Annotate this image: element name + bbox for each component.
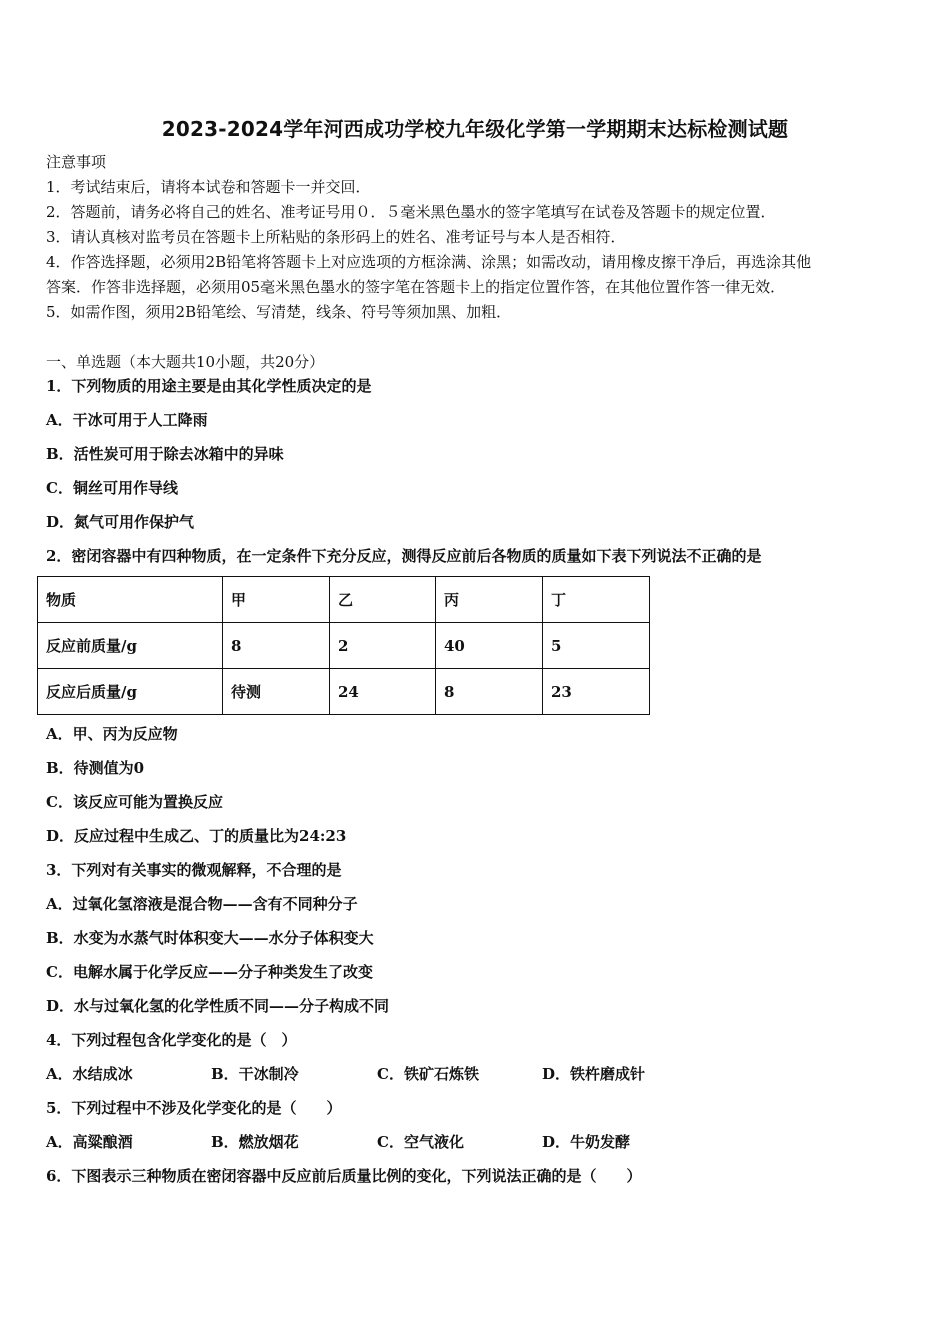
q1-option-c: C．铜丝可用作导线 bbox=[46, 479, 178, 497]
q2-option-d: D．反应过程中生成乙、丁的质量比为24:23 bbox=[46, 827, 347, 845]
table-cell: 23 bbox=[543, 669, 650, 715]
q5-option-d: D．牛奶发酵 bbox=[542, 1133, 631, 1151]
q3-option-c: C．电解水属于化学反应——分子种类发生了改变 bbox=[46, 963, 373, 981]
table-cell: 5 bbox=[543, 623, 650, 669]
q4-option-d: D．铁杵磨成针 bbox=[542, 1065, 646, 1083]
q3-stem: 3．下列对有关事实的微观解释，不合理的是 bbox=[46, 861, 342, 879]
notice-item-2: 2．答题前，请务必将自己的姓名、准考证号用０．５毫米黑色墨水的签字笔填写在试卷及答题卡的规定位置． bbox=[46, 203, 776, 221]
q1-stem: 1．下列物质的用途主要是由其化学性质决定的是 bbox=[46, 377, 372, 395]
q5-option-a: A．高粱酿酒 bbox=[46, 1133, 133, 1151]
q3-option-b: B．水变为水蒸气时体积变大——水分子体积变大 bbox=[46, 929, 374, 947]
q4-option-c: C．铁矿石炼铁 bbox=[377, 1065, 479, 1083]
q4-option-b: B．干冰制冷 bbox=[211, 1065, 299, 1083]
table-header-cell: 乙 bbox=[330, 577, 436, 623]
table-row bbox=[38, 623, 650, 669]
table-header-cell: 物质 bbox=[38, 577, 223, 623]
q2-mass-table bbox=[37, 576, 650, 715]
q1-option-a: A．干冰可用于人工降雨 bbox=[46, 411, 208, 429]
q5-option-c: C．空气液化 bbox=[377, 1133, 464, 1151]
q1-option-d: D．氮气可用作保护气 bbox=[46, 513, 195, 531]
q3-option-a: A．过氧化氢溶液是混合物——含有不同种分子 bbox=[46, 895, 358, 913]
table-cell: 2 bbox=[330, 623, 436, 669]
table-row bbox=[38, 669, 650, 715]
notice-item-4: 4．作答选择题，必须用2B铅笔将答题卡上对应选项的方框涂满、涂黑；如需改动，请用橡皮擦干净后，再选涂其他 bbox=[46, 253, 812, 271]
q4-stem: 4．下列过程包含化学变化的是（ ） bbox=[46, 1031, 297, 1049]
q1-option-b: B．活性炭可用于除去冰箱中的异味 bbox=[46, 445, 284, 463]
q2-option-c: C．该反应可能为置换反应 bbox=[46, 793, 223, 811]
notice-item-1: 1．考试结束后，请将本试卷和答题卡一并交回． bbox=[46, 178, 371, 196]
exam-title: 2023-2024学年河西成功学校九年级化学第一学期期末达标检测试题 bbox=[161, 117, 789, 141]
table-cell: 待测 bbox=[223, 669, 330, 715]
table-cell: 8 bbox=[436, 669, 543, 715]
table-header-cell: 甲 bbox=[223, 577, 330, 623]
table-cell: 40 bbox=[436, 623, 543, 669]
notice-item-3: 3．请认真核对监考员在答题卡上所粘贴的条形码上的姓名、准考证号与本人是否相符． bbox=[46, 228, 626, 246]
notice-item-4-continued: 答案．作答非选择题，必须用05毫米黑色墨水的签字笔在答题卡上的指定位置作答，在其他位置作答一律无效． bbox=[46, 278, 786, 296]
q2-stem: 2．密闭容器中有四种物质，在一定条件下充分反应，测得反应前后各物质的质量如下表下列说法不正确的是 bbox=[46, 547, 762, 565]
notice-item-5: 5．如需作图，须用2B铅笔绘、写清楚，线条、符号等须加黑、加粗． bbox=[46, 303, 512, 321]
table-cell: 反应后质量/g bbox=[38, 669, 223, 715]
section-heading: 一、单选题（本大题共10小题，共20分） bbox=[46, 353, 325, 371]
table-header-cell: 丙 bbox=[436, 577, 543, 623]
q5-option-b: B．燃放烟花 bbox=[211, 1133, 299, 1151]
table-header-cell: 丁 bbox=[543, 577, 650, 623]
q3-option-d: D．水与过氧化氢的化学性质不同——分子构成不同 bbox=[46, 997, 390, 1015]
q2-option-a: A．甲、丙为反应物 bbox=[46, 725, 178, 743]
q2-option-b: B．待测值为0 bbox=[46, 759, 145, 777]
table-cell: 8 bbox=[223, 623, 330, 669]
q6-stem: 6．下图表示三种物质在密闭容器中反应前后质量比例的变化，下列说法正确的是（ ） bbox=[46, 1167, 642, 1185]
notice-heading: 注意事项 bbox=[46, 153, 107, 171]
table-cell: 反应前质量/g bbox=[38, 623, 223, 669]
q4-option-a: A．水结成冰 bbox=[46, 1065, 133, 1083]
table-header-row bbox=[38, 577, 650, 623]
q5-stem: 5．下列过程中不涉及化学变化的是（ ） bbox=[46, 1099, 342, 1117]
table-cell: 24 bbox=[330, 669, 436, 715]
